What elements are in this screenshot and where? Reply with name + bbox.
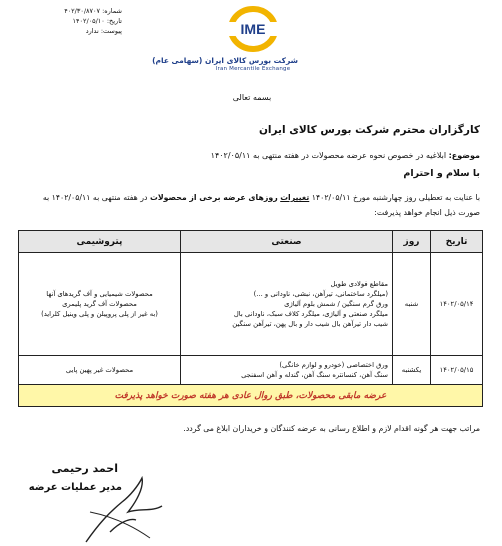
greeting: با سلام و احترام [403, 168, 480, 179]
letter-attachment: پیوست: ندارد [85, 27, 122, 35]
signatory-title: مدیر عملیات عرضه [28, 482, 122, 493]
body-part2: در هفته منتهی به ۱۴۰۲/۰۵/۱۱ به صورت ذیل انجام خواهد پذیرفت: [42, 193, 480, 217]
table-header-row [19, 231, 483, 253]
recipient-line: کارگزاران محترم شرکت بورس کالای ایران [258, 124, 480, 136]
table-footer-row [19, 385, 483, 407]
body-emphasis-underline: تغییرات [280, 193, 310, 202]
body-emphasis-bold: روزهای عرضه برخی از محصولات [150, 193, 278, 202]
ime-logo-mark-icon [224, 4, 282, 54]
petrochemical-line: محصولات غیر پهین پایی [65, 366, 134, 374]
cell-industrial [181, 253, 393, 356]
table-row [19, 356, 483, 385]
cell-petrochemical [19, 253, 181, 356]
table-footer-note: عرضه مابقی محصولات، طبق روال عادی هر هفته صورت خواهد پذیرفت [19, 385, 483, 407]
logo-name-en: Iran Mercantile Exchange [215, 66, 291, 72]
industrial-line: (میلگرد ساختمانی، تیرآهن، نبشی، ناودانی و ...) [253, 290, 388, 298]
header-date: تاریخ [431, 231, 483, 253]
subject-line [20, 151, 480, 160]
body-part1: با عنایت به تعطیلی روز چهارشنبه مورخ ۱۴۰۲/۰۵/۱۱ [311, 193, 480, 202]
cell-day: یکشنبه [393, 356, 431, 385]
bismillah: بسمه تعالی [232, 93, 272, 102]
petrochemical-line: (به غیر از پلی پروپیلن و پلی وینیل کلراید) [41, 310, 158, 318]
cell-date: ۱۴۰۲/۰۵/۱۵ [431, 356, 483, 385]
industrial-line: میلگرد صنعتی و آلیاژی، میلگرد کلاف سبک، ناودانی بال [233, 310, 388, 318]
cell-petrochemical [19, 356, 181, 385]
cell-day: شنبه [393, 253, 431, 356]
petrochemical-line: محصولات شیمیایی و آف گریدهای آنها [46, 290, 153, 298]
header-day: روز [393, 231, 431, 253]
body-paragraph [20, 190, 480, 220]
subject-text: ابلاغیه در خصوص نحوه عرضه محصولات در هفته منتهی به ۱۴۰۲/۰۵/۱۱ [210, 151, 447, 160]
header-industrial: صنعتی [181, 231, 393, 253]
subject-label: موضوع: [448, 151, 480, 160]
industrial-line: ورق گرم سنگین / شمش بلوم آلیاژی [284, 300, 388, 308]
industrial-line: مقاطع فولادی طویل [330, 280, 388, 288]
industrial-line: شیب دار تیرآهن بال شیب دار و بال پهن، تیرآهن سنگین [232, 320, 388, 328]
petrochemical-line: محصولات آف گرید پلیمری [62, 300, 137, 308]
closing-line: مراتب جهت هر گونه اقدام لازم و اطلاع رسانی به عرضه کنندگان و خریداران ابلاغ می گردد. [183, 424, 480, 433]
logo-name-fa: شرکت بورس کالای ایران (سهامی عام) [152, 56, 298, 65]
signatory-name: احمد رحیمی [51, 462, 118, 475]
signature-block [28, 458, 180, 546]
industrial-line: سنگ آهن، کنسانتره سنگ آهن، گندله و آهن اسفنجی [241, 371, 388, 379]
industrial-line: ورق اختصاصی (خودرو و لوازم خانگی) [279, 361, 388, 369]
cell-industrial [181, 356, 393, 385]
table-row [19, 253, 483, 356]
ime-logo [152, 4, 298, 72]
letter-number: شماره: ۴۰۲/۳۰/۸۷۰۷ [64, 7, 122, 15]
cell-date: ۱۴۰۲/۰۵/۱۴ [431, 253, 483, 356]
header-petrochemical: پتروشیمی [19, 231, 181, 253]
logo-mark-text: IME [240, 21, 266, 37]
letter-date: تاریخ: ۱۴۰۲/۰۵/۱۰ [72, 17, 122, 25]
schedule-table [18, 230, 483, 407]
letter-meta [12, 6, 122, 36]
